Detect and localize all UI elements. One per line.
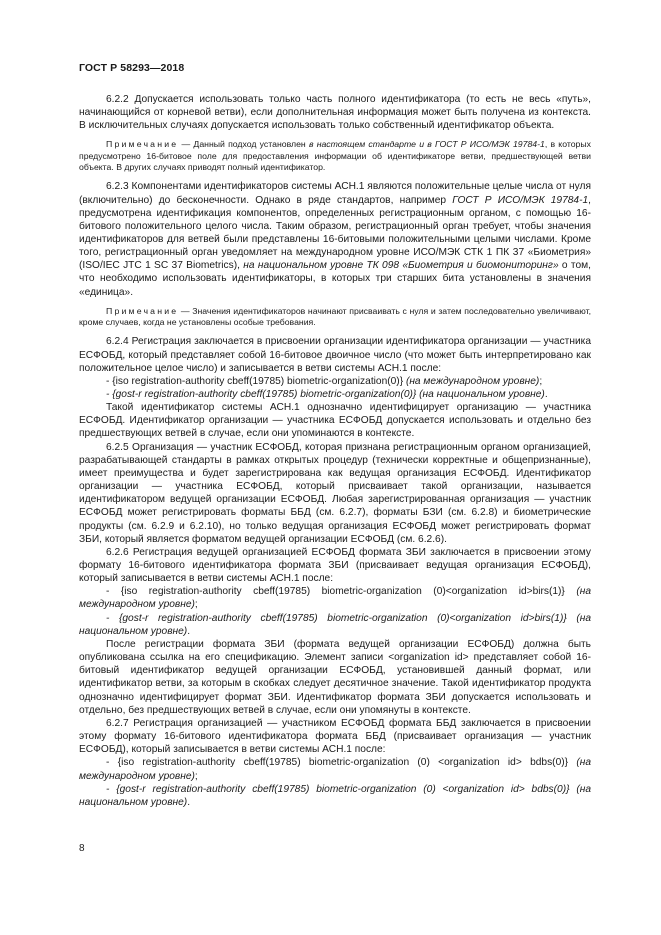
note-label: Примечание <box>106 139 179 150</box>
paragraph-6-2-7: 6.2.7 Регистрация организацией — участником ЕСФОБД формата ББД заключается в присвоении этому формату 16-битового идентификатора формата ББД (присваивает организация — участник ЕСФОБД), который записывается в ветви системы АСН.1 после: <box>79 717 591 756</box>
paragraph-6-2-5: 6.2.5 Организация — участник ЕСФОБД, которая признана регистрационным органом организацией, разрабатывающей стандарты в рамках открытых процедур (технически корректные и общепризнанные), имеет преимущества и будет зарегистрирована как ведущая организация ЕСФОБД. Идентификатор организации — участника ЕСФОБД, который присваивает такой организации, называется идентификатором ведущей организации ЕСФОБД. Любая зарегистрированная организация — участник ЕСФОБД может регистрировать форматы ББД (см. 6.2.7), форматы БЗИ (см. 6.2.8) и биометрические продукты (см. 6.2.9 и 6.2.10), но только ведущая организация ЕСФОБД может регистрировать формат ЗБИ, который является форматом ведущей организации ЕСФОБД (см. 6.2.6). <box>79 441 591 545</box>
list-item: - {iso registration-authority cbeff(19785) biometric-organization(0)} (на международном уровне); <box>106 375 543 387</box>
paragraph-6-2-3: 6.2.3 Компонентами идентификаторов системы АСН.1 являются положительные целые числа от нуля (включительно) до бесконечности. Однако в ряде стандартов, например ГОСТ Р ИСО/МЭК 19784-1, предусмотрена идентификация компонентов, определенных регистрационным органом, с помощью 16-битового положительного целого числа. Таким образом, регистрационный орган требует, чтобы значения идентификаторов для ветвей были представлены 16-битовыми положительными целыми числами. Кроме того, регистрационный орган уведомляет на международном уровне ИСО/МЭК СТК 1 ПК 37 «Биометрия» (ISO/IEC JTC 1 SC 37 Biometrics), на национальном уровне ТК 098 «Биометрия и биомониторинг» о том, что необходимо использовать идентификаторы, в которых три старших бита установлены в значения «единица». <box>79 181 591 298</box>
list-item: - {gost-r registration-authority cbeff(19785) biometric-organization (0)<organization id>birs(1)} (на национальном уровне). <box>79 612 591 637</box>
paragraph-6-2-4-continued: Такой идентификатор системы АСН.1 однозначно идентифицирует организацию — участника ЕСФОБД. Идентификатор организации — участника ЕСФОБД допускается использовать и отдельно без предшествующих ветвей в случае, если они упоминаются в контексте. <box>79 402 591 440</box>
paragraph-6-2-4: 6.2.4 Регистрация заключается в присвоении организации идентификатора организации — участника ЕСФОБД, который представляет собой 16-битовое двоичное число (что может быть интерпретировано как положительное целое число) и записывается в ветви системы АСН.1 после: <box>79 336 591 374</box>
list-item: - {gost-r registration-authority cbeff(19785) biometric-organization (0) <organization id> bdbs(0)} (на национальном уровне). <box>79 783 591 808</box>
paragraph-6-2-6-continued: После регистрации формата ЗБИ (формата ведущей организации ЕСФОБД) должна быть опубликована ссылка на его спецификацию. Элемент записи <organization id> представляет собой 16-битовый идентификатор ведущей организации ЕСФОБД, установившей данный формат, или идентификатор ветви, за которым в скобках следует десятичное значение. Такой идентификатор продукта однозначно идентифицирует формат ЗБИ. Идентификатор формата ЗБИ допускается использовать и отдельно, без предшествующих ветвей в случае, если они упомянуты в контексте. <box>79 638 591 716</box>
list-item: - {iso registration-authority cbeff(19785) biometric-organization (0) <organization id> bdbs(0)} (на международном уровне); <box>79 757 591 782</box>
note-2: Примечание — Значения идентификаторов начинают присваивать с нуля и затем последовательно увеличивают, кроме случаев, когда не установлены особые требования. <box>79 305 591 328</box>
list-item: - {gost-r registration-authority cbeff(19785) biometric-organization(0)} (на национальном уровне). <box>106 388 548 400</box>
note-1: Примечание — Данный подход установлен в настоящем стандарте и в ГОСТ Р ИСО/МЭК 19784-1, в которых предусмотрено 16-битовое поле для предоставления информации об идентификаторе ветви, предшествующей ветви объекта. В других случаях приводят полный идентификатор. <box>79 139 591 173</box>
paragraph-6-2-6: 6.2.6 Регистрация ведущей организацией ЕСФОБД формата ЗБИ заключается в присвоении этому формату 16-битового идентификатора формата ЗБИ (присваивает ведущая организация ЕСФОБД), который записывается в ветви системы АСН.1 после: <box>79 546 591 585</box>
page-header: ГОСТ Р 58293—2018 <box>79 62 185 74</box>
list-item: - {iso registration-authority cbeff(19785) biometric-organization (0)<organization id>birs(1)} (на международном уровне); <box>79 586 591 611</box>
document-body <box>79 93 591 809</box>
paragraph-6-2-2: 6.2.2 Допускается использовать только часть полного идентификатора (то есть не весь «путь», начинающийся от корневой ветви), если дополнительная информация может быть получена из контекста. В исключительных случаях допускается использовать только собственный идентификатор объекта. <box>79 94 591 132</box>
page-number: 8 <box>79 843 85 854</box>
note-label: Примечание <box>106 305 179 316</box>
